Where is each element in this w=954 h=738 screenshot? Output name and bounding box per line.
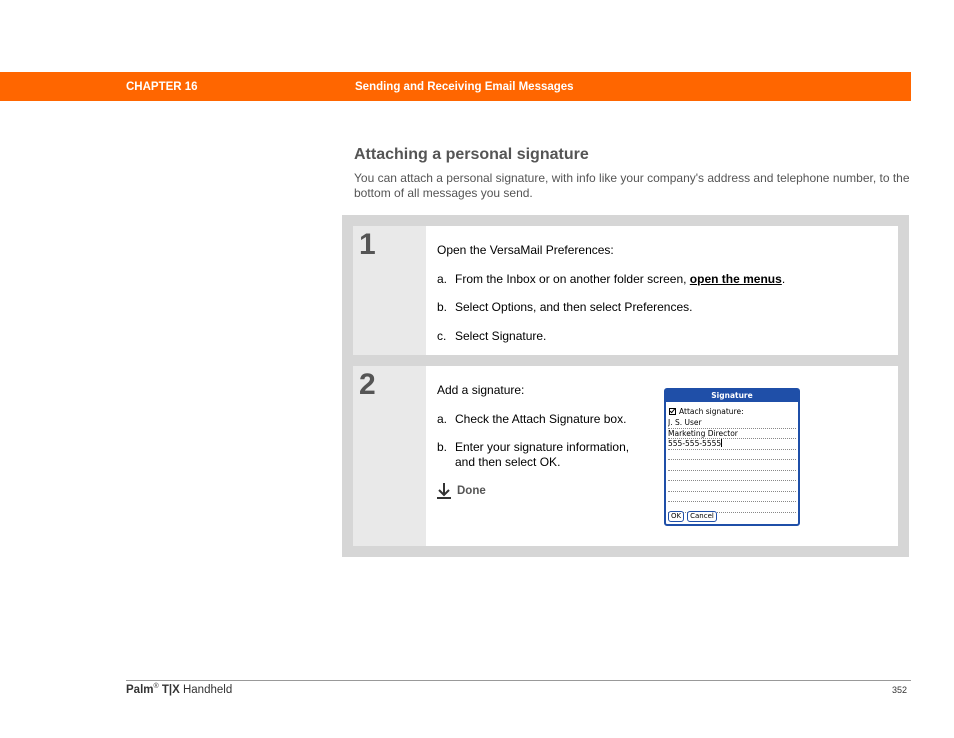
step-number: 2: [359, 368, 376, 401]
checkbox-label: Attach signature:: [679, 407, 744, 416]
item-letter: c.: [437, 328, 447, 343]
step-content: [437, 383, 637, 499]
signature-line: J. S. User: [668, 418, 796, 429]
footer-divider: [126, 680, 911, 681]
footer-product: [126, 683, 232, 696]
step-number: 1: [359, 228, 376, 261]
item-text: Enter your signature information, and then select OK.: [455, 440, 630, 469]
section-heading: Attaching a personal signature: [354, 146, 589, 163]
signature-dialog-screenshot: [664, 388, 800, 526]
step-number-cell: [353, 226, 426, 355]
ok-button: OK: [668, 511, 684, 522]
chapter-title: Sending and Receiving Email Messages: [355, 81, 574, 93]
step-2: [353, 366, 898, 546]
item-text: [455, 272, 892, 287]
text-cursor-icon: [721, 439, 722, 447]
done-indicator: [437, 483, 637, 499]
dialog-buttons: [668, 511, 720, 522]
down-arrow-icon: [437, 483, 451, 499]
chapter-number: CHAPTER 16: [126, 81, 198, 93]
step-1: [353, 226, 898, 355]
item-text: Check the Attach Signature box.: [455, 411, 627, 426]
signature-line: [668, 481, 796, 492]
signature-line: Marketing Director: [668, 429, 796, 440]
signature-text-area: [668, 418, 796, 513]
item-text-before: From the Inbox or on another folder screen,: [455, 271, 690, 286]
signature-line: [668, 492, 796, 503]
open-the-menus-link[interactable]: open the menus: [689, 271, 782, 286]
step-number-cell: [353, 366, 426, 546]
step-lead: Add a signature:: [437, 383, 525, 397]
step-content: [437, 243, 892, 357]
signature-line: [668, 439, 796, 450]
item-text-after: .: [781, 271, 786, 286]
step-item: [437, 440, 637, 469]
step-item: [437, 300, 892, 315]
page-number: 352: [892, 685, 908, 695]
product-name: Handheld: [179, 683, 233, 696]
step-item: [437, 412, 637, 427]
section-intro: You can attach a personal signature, with info like your company's address and telephone number, to the bottom of all messages you send.: [354, 171, 910, 200]
item-letter: b.: [437, 300, 448, 314]
model-name: T|X: [158, 683, 180, 696]
signature-line-text: 555-555-5555: [668, 439, 722, 448]
dialog-title: Signature: [666, 390, 798, 402]
step-item: [437, 329, 892, 344]
signature-line: [668, 460, 796, 471]
step-lead: Open the VersaMail Preferences:: [437, 243, 614, 257]
brand-name: Palm: [126, 683, 154, 696]
done-label: Done: [457, 484, 486, 497]
signature-line: [668, 471, 796, 482]
item-text: Select Signature.: [455, 328, 547, 343]
registered-mark: ®: [153, 683, 159, 690]
steps-panel: [342, 215, 909, 557]
chapter-header-bar: [0, 72, 911, 101]
item-letter: a.: [437, 271, 448, 286]
step-item: [437, 272, 892, 287]
signature-line: [668, 450, 796, 461]
item-letter: b.: [437, 440, 448, 454]
cancel-button: Cancel: [687, 511, 717, 522]
item-letter: a.: [437, 411, 448, 426]
item-text: Select Options, and then select Preferences.: [455, 300, 693, 314]
attach-signature-row: [669, 407, 744, 416]
checkbox-checked-icon: [669, 408, 676, 415]
